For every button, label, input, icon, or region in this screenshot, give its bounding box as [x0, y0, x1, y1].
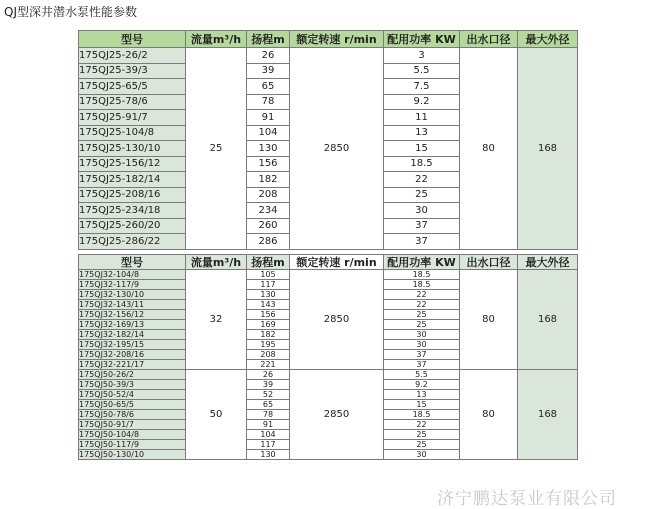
power-cell: 37	[384, 234, 460, 250]
head-cell: 117	[247, 440, 290, 450]
head-cell: 65	[247, 400, 290, 410]
model-cell: 175QJ32-104/8	[79, 270, 186, 280]
head-cell: 39	[247, 63, 290, 79]
power-cell: 11	[384, 110, 460, 126]
head-cell: 208	[247, 187, 290, 203]
model-cell: 175QJ32-156/12	[79, 310, 186, 320]
head-cell: 195	[247, 340, 290, 350]
head-cell: 78	[247, 94, 290, 110]
header-model: 型号	[79, 31, 186, 48]
power-cell: 18.5	[384, 270, 460, 280]
head-cell: 91	[247, 420, 290, 430]
model-cell: 175QJ25-39/3	[79, 63, 186, 79]
model-cell: 175QJ32-143/11	[79, 300, 186, 310]
model-cell: 175QJ32-208/16	[79, 350, 186, 360]
head-cell: 156	[247, 310, 290, 320]
power-cell: 25	[384, 440, 460, 450]
model-cell: 175QJ25-156/12	[79, 156, 186, 172]
header-diameter: 最大外径	[518, 255, 578, 270]
header-model: 型号	[79, 255, 186, 270]
model-cell: 175QJ32-117/9	[79, 280, 186, 290]
head-cell: 130	[247, 450, 290, 460]
header-speed: 额定转速 r/min	[290, 255, 384, 270]
power-cell: 22	[384, 290, 460, 300]
power-cell: 22	[384, 172, 460, 188]
power-cell: 15	[384, 141, 460, 157]
head-cell: 78	[247, 410, 290, 420]
model-cell: 175QJ25-65/5	[79, 79, 186, 95]
model-cell: 175QJ50-78/6	[79, 410, 186, 420]
head-cell: 208	[247, 350, 290, 360]
model-cell: 175QJ25-26/2	[79, 48, 186, 64]
header-outlet: 出水口径	[460, 31, 518, 48]
head-cell: 104	[247, 430, 290, 440]
head-cell: 26	[247, 370, 290, 380]
power-cell: 25	[384, 320, 460, 330]
outlet-cell: 80	[460, 370, 518, 460]
head-cell: 117	[247, 280, 290, 290]
spec-table-qj32-qj50	[78, 254, 578, 460]
header-speed: 额定转速 r/min	[290, 31, 384, 48]
power-cell: 30	[384, 203, 460, 219]
power-cell: 18.5	[384, 410, 460, 420]
power-cell: 3	[384, 48, 460, 64]
head-cell: 221	[247, 360, 290, 370]
header-power: 配用功率 KW	[384, 31, 460, 48]
model-cell: 175QJ50-39/3	[79, 380, 186, 390]
diameter-cell: 168	[518, 270, 578, 370]
speed-cell: 2850	[290, 270, 384, 370]
header-outlet: 出水口径	[460, 255, 518, 270]
table-row	[79, 270, 578, 280]
model-cell: 175QJ50-117/9	[79, 440, 186, 450]
model-cell: 175QJ32-221/17	[79, 360, 186, 370]
model-cell: 175QJ50-65/5	[79, 400, 186, 410]
header-diameter: 最大外径	[518, 31, 578, 48]
page-title: QJ型深井潜水泵性能参数	[4, 5, 137, 19]
model-cell: 175QJ50-91/7	[79, 420, 186, 430]
power-cell: 5.5	[384, 63, 460, 79]
outlet-cell: 80	[460, 48, 518, 250]
model-cell: 175QJ32-195/15	[79, 340, 186, 350]
model-cell: 175QJ50-130/10	[79, 450, 186, 460]
model-cell: 175QJ25-91/7	[79, 110, 186, 126]
power-cell: 22	[384, 300, 460, 310]
model-cell: 175QJ25-260/20	[79, 218, 186, 234]
table-row	[79, 48, 578, 64]
power-cell: 25	[384, 430, 460, 440]
model-cell: 175QJ50-52/4	[79, 390, 186, 400]
head-cell: 65	[247, 79, 290, 95]
model-cell: 175QJ25-130/10	[79, 141, 186, 157]
header-flow: 流量m³/h	[186, 255, 247, 270]
power-cell: 37	[384, 218, 460, 234]
header-head: 扬程m	[247, 31, 290, 48]
head-cell: 104	[247, 125, 290, 141]
power-cell: 9.2	[384, 380, 460, 390]
head-cell: 182	[247, 172, 290, 188]
power-cell: 7.5	[384, 79, 460, 95]
table-row	[79, 370, 578, 380]
model-cell: 175QJ50-104/8	[79, 430, 186, 440]
model-cell: 175QJ25-78/6	[79, 94, 186, 110]
power-cell: 25	[384, 187, 460, 203]
model-cell: 175QJ25-208/16	[79, 187, 186, 203]
model-cell: 175QJ32-169/13	[79, 320, 186, 330]
head-cell: 286	[247, 234, 290, 250]
power-cell: 5.5	[384, 370, 460, 380]
head-cell: 169	[247, 320, 290, 330]
speed-cell: 2850	[290, 370, 384, 460]
power-cell: 22	[384, 420, 460, 430]
power-cell: 37	[384, 360, 460, 370]
model-cell: 175QJ25-286/22	[79, 234, 186, 250]
model-cell: 175QJ50-26/2	[79, 370, 186, 380]
head-cell: 105	[247, 270, 290, 280]
outlet-cell: 80	[460, 270, 518, 370]
head-cell: 156	[247, 156, 290, 172]
head-cell: 52	[247, 390, 290, 400]
power-cell: 25	[384, 310, 460, 320]
power-cell: 15	[384, 400, 460, 410]
head-cell: 260	[247, 218, 290, 234]
table-header-row	[79, 255, 578, 270]
head-cell: 91	[247, 110, 290, 126]
power-cell: 18.5	[384, 280, 460, 290]
head-cell: 39	[247, 380, 290, 390]
power-cell: 13	[384, 125, 460, 141]
power-cell: 30	[384, 340, 460, 350]
head-cell: 130	[247, 290, 290, 300]
speed-cell: 2850	[290, 48, 384, 250]
model-cell: 175QJ25-234/18	[79, 203, 186, 219]
diameter-cell: 168	[518, 48, 578, 250]
diameter-cell: 168	[518, 370, 578, 460]
model-cell: 175QJ32-182/14	[79, 330, 186, 340]
model-cell: 175QJ25-182/14	[79, 172, 186, 188]
flow-cell: 25	[186, 48, 247, 250]
head-cell: 234	[247, 203, 290, 219]
model-cell: 175QJ32-130/10	[79, 290, 186, 300]
power-cell: 30	[384, 330, 460, 340]
power-cell: 37	[384, 350, 460, 360]
spec-table-qj25	[78, 30, 578, 250]
power-cell: 18.5	[384, 156, 460, 172]
head-cell: 26	[247, 48, 290, 64]
head-cell: 130	[247, 141, 290, 157]
table-header-row	[79, 31, 578, 48]
header-flow: 流量m³/h	[186, 31, 247, 48]
flow-cell: 50	[186, 370, 247, 460]
power-cell: 30	[384, 450, 460, 460]
model-cell: 175QJ25-104/8	[79, 125, 186, 141]
power-cell: 9.2	[384, 94, 460, 110]
header-power: 配用功率 KW	[384, 255, 460, 270]
flow-cell: 32	[186, 270, 247, 370]
header-head: 扬程m	[247, 255, 290, 270]
company-watermark: 济宁鹏达泵业有限公司	[437, 489, 617, 509]
head-cell: 182	[247, 330, 290, 340]
power-cell: 13	[384, 390, 460, 400]
head-cell: 143	[247, 300, 290, 310]
